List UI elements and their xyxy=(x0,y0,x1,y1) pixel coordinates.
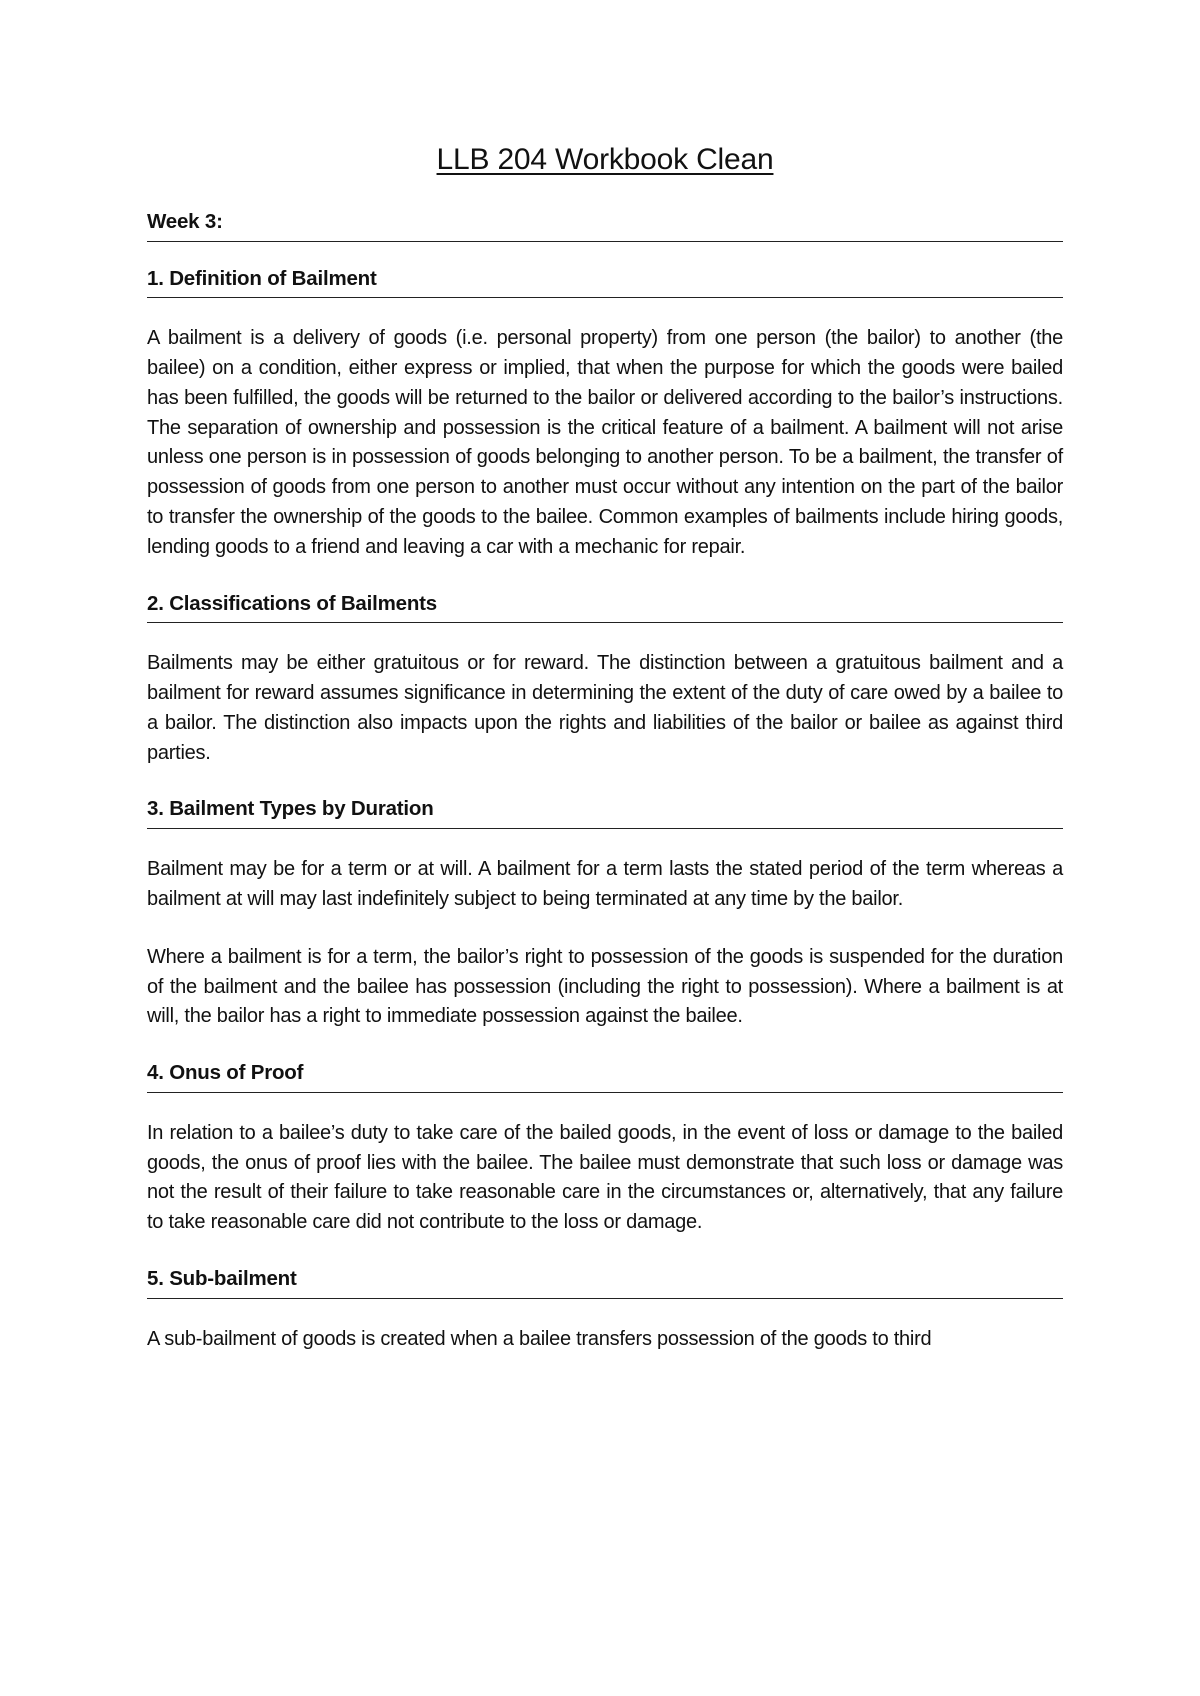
section-paragraph: Where a bailment is for a term, the bailor’s right to possession of the goods is suspended for the duration of the bailment and the bailee has possession (including the right to possession). Where a bailment is at will, the bailor has a right to immediate possession against the bailee. xyxy=(147,945,1063,1028)
section-definition-of-bailment xyxy=(147,266,1063,563)
section-heading: 5. Sub-bailment xyxy=(147,1266,1063,1299)
section-heading: 1. Definition of Bailment xyxy=(147,266,1063,299)
section-paragraph: A bailment is a delivery of goods (i.e. personal property) from one person (the bailor) to another (the bailee) on a condition, either express or implied, that when the purpose for which the goods were bailed has been fulfilled, the goods will be returned to the bailor or delivered according to the bailor’s instructions. The separation of ownership and possession is the critical feature of a bailment. A bailment will not arise unless one person is in possession of goods belonging to another person. To be a bailment, the transfer of possession of goods from one person to another must occur without any intention on the part of the bailor to transfer the ownership of the goods to the bailee. Common examples of bailments include hiring goods, lending goods to a friend and leaving a car with a mechanic for repair. xyxy=(147,327,1063,558)
section-heading: 3. Bailment Types by Duration xyxy=(147,796,1063,829)
section-paragraph: Bailment may be for a term or at will. A bailment for a term lasts the stated period of the term whereas a bailment at will may last indefinitely subject to being terminated at any time by the bailor. xyxy=(147,858,1063,910)
section-bailment-types-by-duration xyxy=(147,796,1063,1032)
section-classifications-of-bailments xyxy=(147,591,1063,769)
section-heading: 2. Classifications of Bailments xyxy=(147,591,1063,624)
document-title: LLB 204 Workbook Clean xyxy=(436,143,774,176)
week-heading: Week 3: xyxy=(147,209,1063,242)
document-page xyxy=(147,140,1063,1354)
section-paragraph: A sub-bailment of goods is created when a bailee transfers possession of the goods to third xyxy=(147,1327,932,1350)
section-paragraph: Bailments may be either gratuitous or for reward. The distinction between a gratuitous bailment and a bailment for reward assumes significance in determining the extent of the duty of care owed by a bailee to a bailor. The distinction also impacts upon the rights and liabilities of the bailor or bailee as against third parties. xyxy=(147,652,1063,764)
section-sub-bailment xyxy=(147,1266,1063,1354)
section-heading: 4. Onus of Proof xyxy=(147,1060,1063,1093)
section-onus-of-proof xyxy=(147,1060,1063,1238)
section-paragraph: In relation to a bailee’s duty to take care of the bailed goods, in the event of loss or damage to the bailed goods, the onus of proof lies with the bailee. The bailee must demonstrate that such loss or damage was not the result of their failure to take reasonable care in the circumstances or, alternatively, that any failure to take reasonable care did not contribute to the loss or damage. xyxy=(147,1121,1063,1234)
